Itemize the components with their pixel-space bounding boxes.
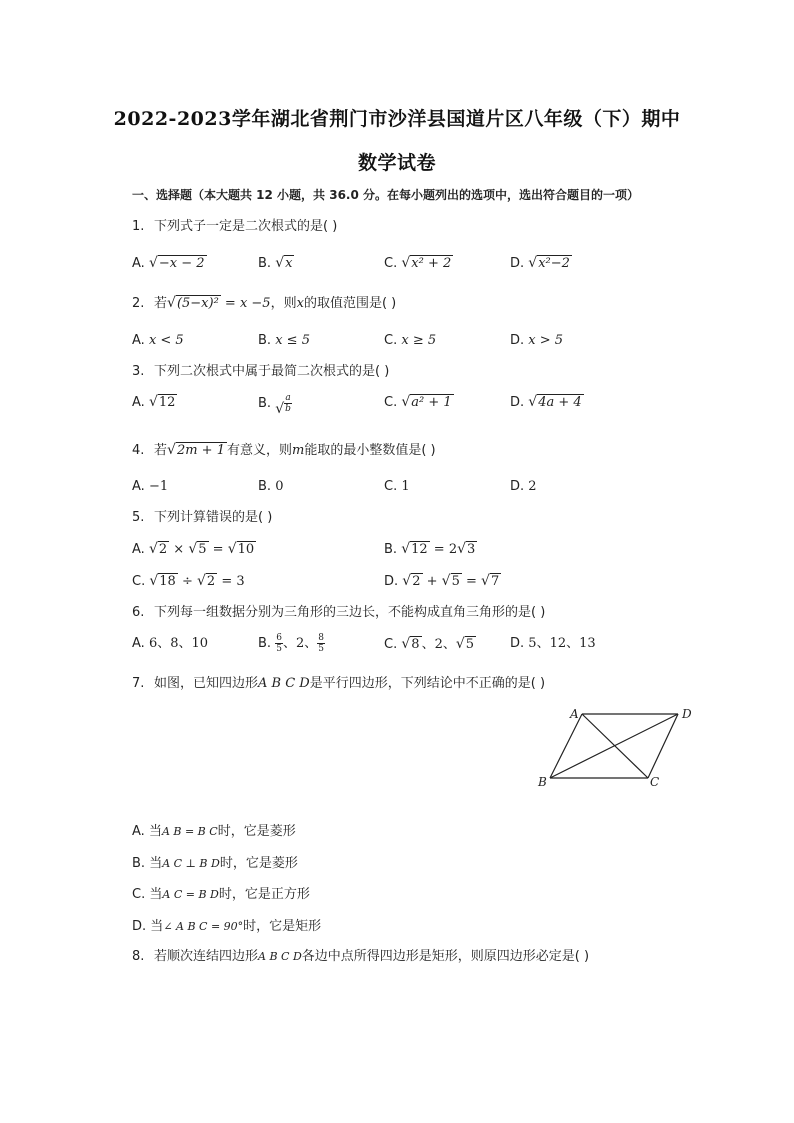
q2-option-b: B. x ≤ 5 [258,333,310,348]
page-title-line-2: 数学试卷 [357,152,436,174]
q4-option-a: A. −1 [132,479,169,494]
question-4: 4. 若√2m + 1 有意义，则m能取的最小整数值是( ) [132,442,436,458]
q4-option-c: C. 1 [384,479,410,494]
question-3: 3. 下列二次根式中属于最简二次根式的是( ) [132,364,390,379]
q3-option-c: C. √a² + 1 [384,394,452,410]
question-6: 6. 下列每一组数据分别为三角形的三边长，不能构成直角三角形的是( ) [132,605,546,620]
vertex-label-b: B [538,775,547,789]
q3-option-b: B. √ $\frac{a}{b}$ [258,393,291,417]
q1-option-a: A. √−x − 2 [132,255,205,271]
q2-option-d: D. x > 5 [510,333,564,348]
q6-option-b: B. $\frac{6}{5}$ 、2、 $\frac{8}{5}$ [258,633,324,654]
diagonal-bd [550,714,678,778]
q7-option-c: C. 当A C = B D时，它是正方形 [132,887,310,902]
vertex-label-d: D [682,707,692,721]
q3-option-a: A. √12 [132,394,176,410]
q7-option-d: D. 当∠ A B C = 90°时，它是矩形 [132,919,322,934]
question-1-text: 下列式子一定是二次根式的是( ) [154,219,338,234]
question-1: 1. 下列式子一定是二次根式的是( ) [132,219,338,234]
q2-option-a: A. x < 5 [132,333,184,348]
question-8: 8. 若顺次连结四边形A B C D各边中点所得四边形是矩形，则原四边形必定是( ) [132,949,590,964]
q7-option-a: A. 当A B = B C时，它是菱形 [132,824,296,839]
q3-option-d: D. √4a + 4 [510,394,582,410]
q1-option-d: D. √x²−2 [510,255,570,271]
question-7: 7. 如图，已知四边形A B C D是平行四边形，下列结论中不正确的是( ) [132,676,546,691]
q7-option-b: B. 当A C ⊥ B D时，它是菱形 [132,856,298,871]
vertex-label-a: A [570,707,579,721]
q6-option-d: D. 5、12、13 [510,636,596,651]
q5-option-a: A. √2 × √5 = √10 [132,541,255,557]
q1-option-c: C. √x² + 2 [384,255,452,271]
side-ab [550,714,582,778]
side-cd [648,714,678,778]
q6-option-a: A. 6、8、10 [132,636,209,651]
q1-option-b: B. √x [258,255,293,271]
q6-option-c: C. √8 、2、√5 [384,636,475,652]
section-heading: 一、选择题（本大题共 12 小题，共 36.0 分。在每小题列出的选项中，选出符合题目的一项） [132,188,640,202]
parallelogram-figure [530,700,700,795]
vertex-label-c: C [650,775,660,789]
question-5: 5. 下列计算错误的是( ) [132,510,273,525]
q5-option-d: D. √2 + √5 = √7 [384,573,500,589]
q5-option-b: B. √12 = 2√3 [384,541,476,557]
question-2: 2. 若√(5−x)² = x −5，则x的取值范围是( ) [132,295,397,311]
page-title-line-1: 2022-2023学年湖北省荆门市沙洋县国道片区八年级（下）期中 [113,108,681,130]
q2-option-c: C. x ≥ 5 [384,333,437,348]
q4-option-d: D. 2 [510,479,537,494]
q5-option-c: C. √18 ÷ √2 = 3 [132,573,245,589]
q4-option-b: B. 0 [258,479,284,494]
